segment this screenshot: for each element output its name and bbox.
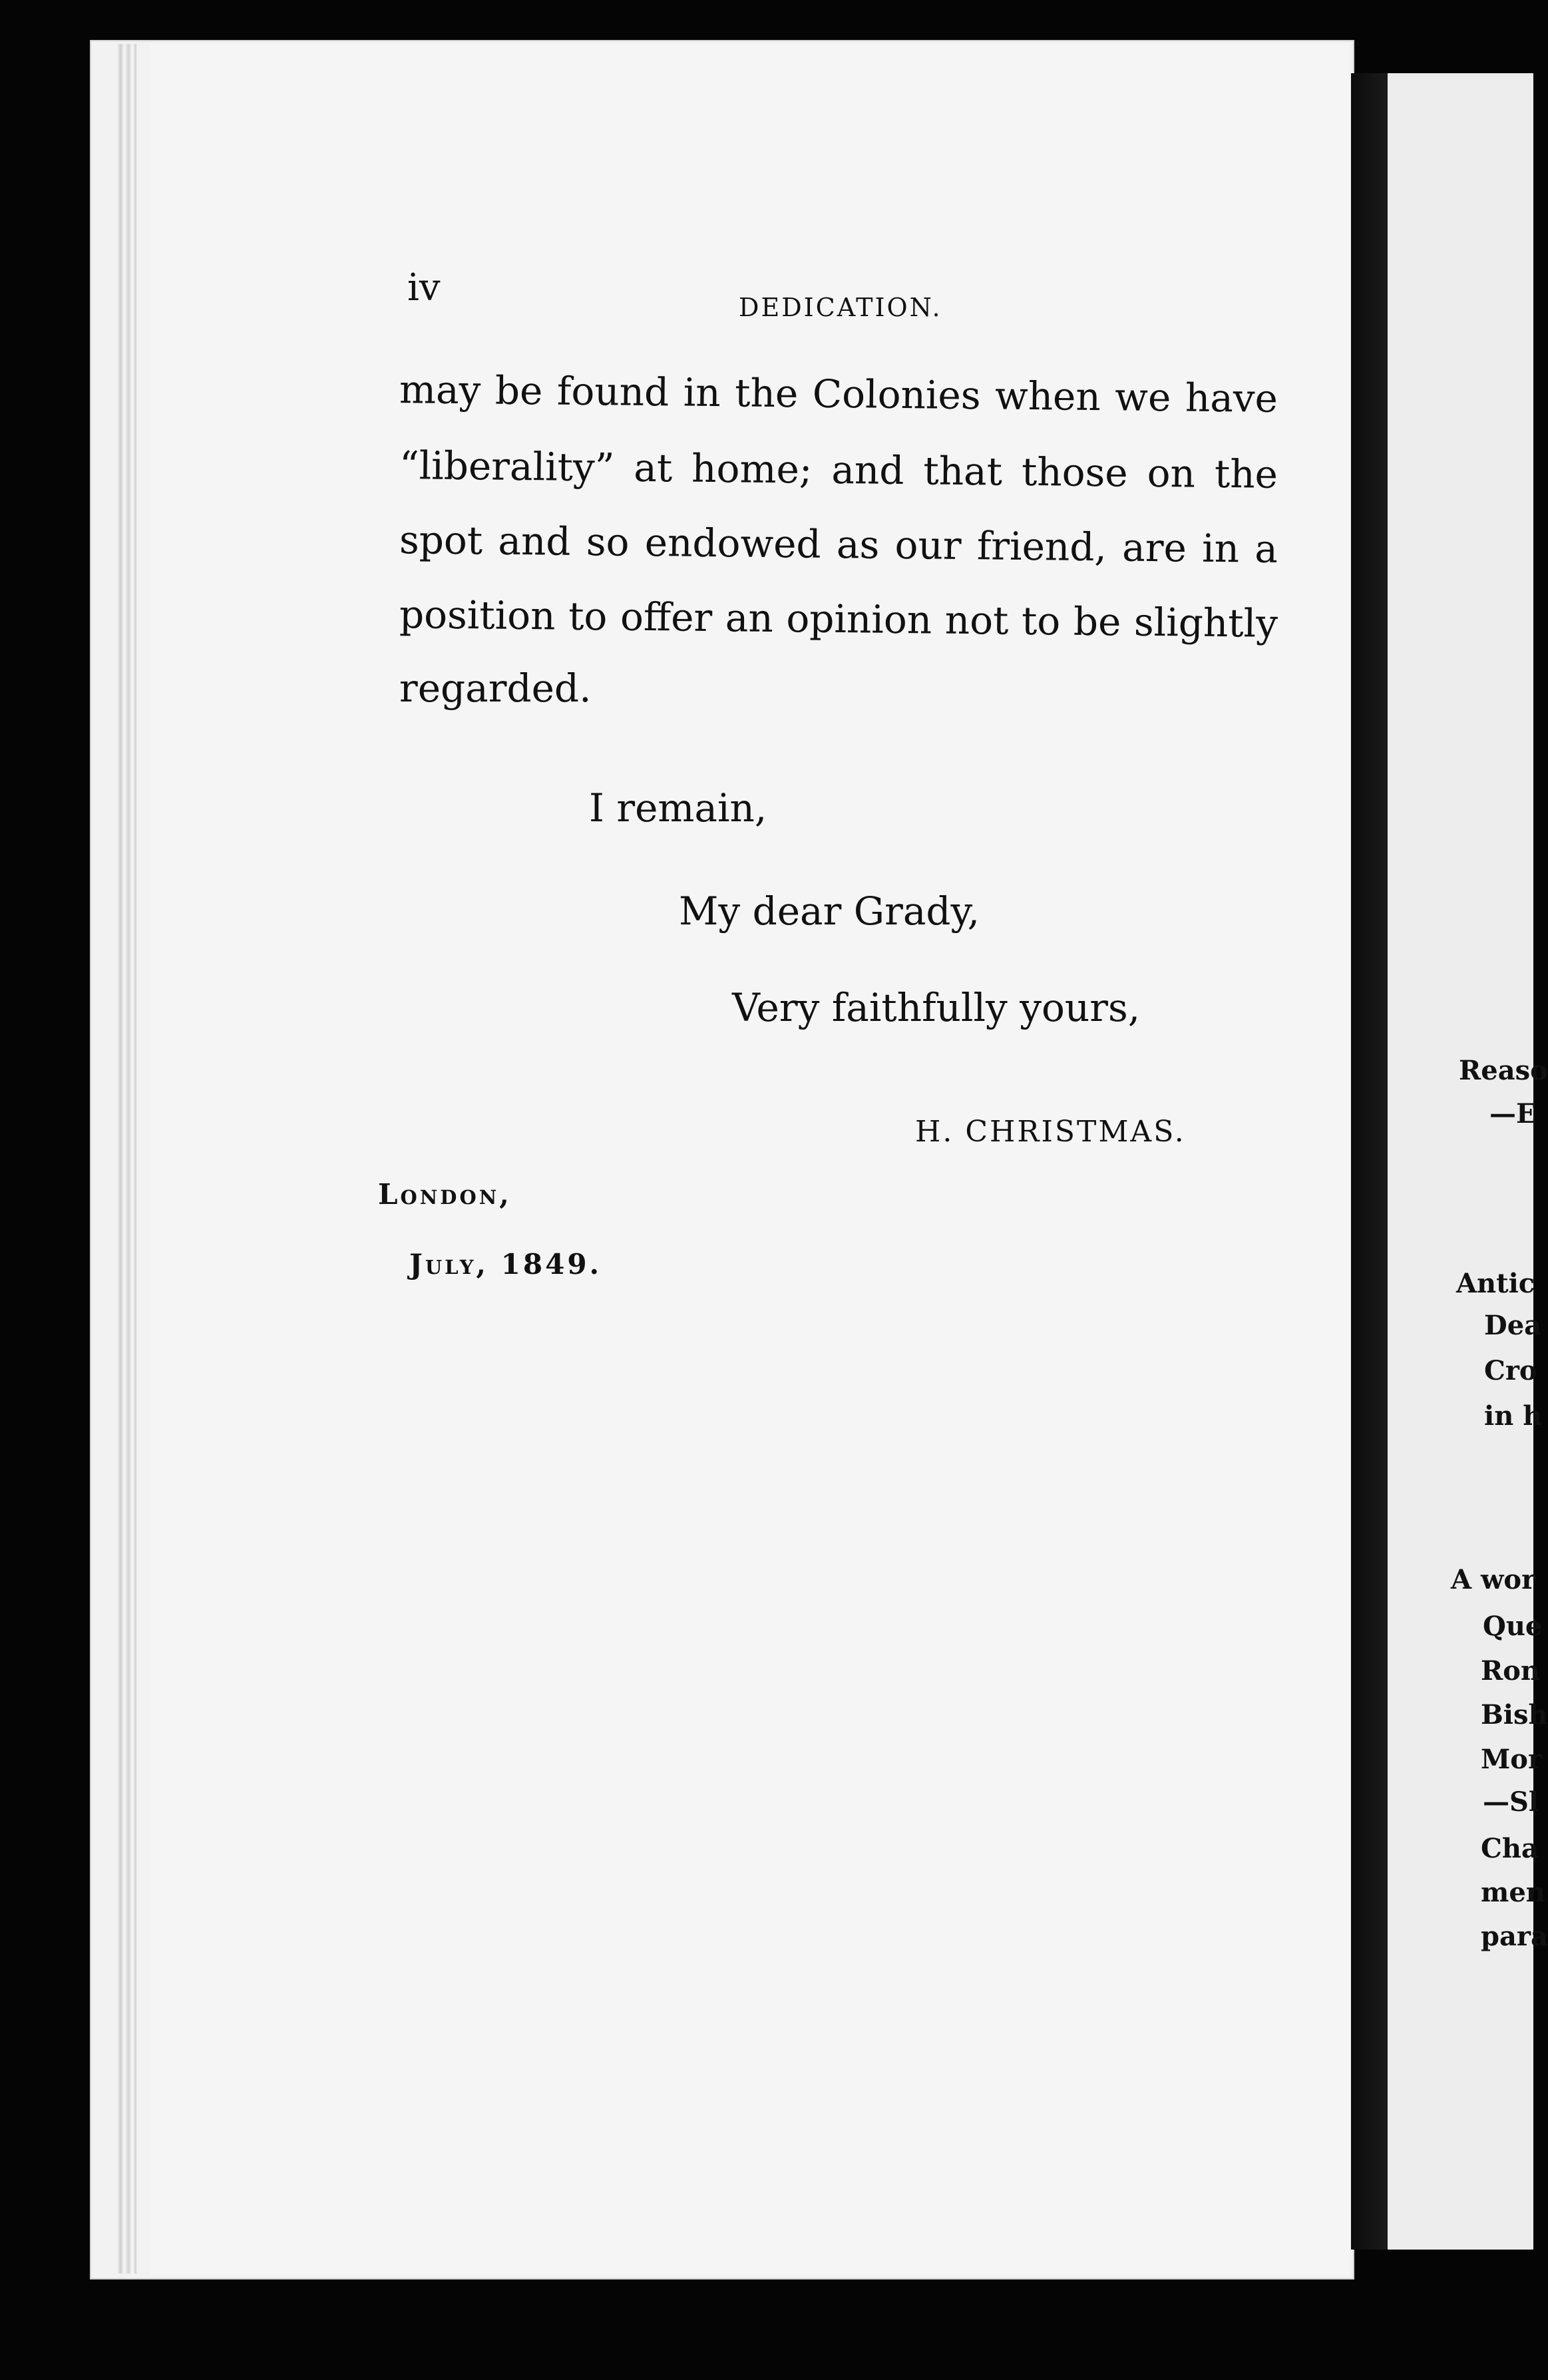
adjacent-fragment: —Sl (1483, 1786, 1539, 1818)
signature: H. CHRISTMAS. (915, 1115, 1186, 1149)
body-line: “liberality” at home; and that those on the (399, 443, 1278, 497)
adjacent-fragment: Antic (1456, 1268, 1535, 1299)
adjacent-fragment: para (1481, 1921, 1548, 1952)
body-line: may be found in the Colonies when we have (399, 367, 1278, 421)
adjacent-fragment: Mor (1481, 1744, 1543, 1775)
gutter-shadow (1351, 73, 1390, 2250)
closing-valediction: Very faithfully yours, (732, 985, 1141, 1030)
closing-salutation: My dear Grady, (679, 889, 980, 934)
adjacent-fragment: Cro (1484, 1355, 1537, 1386)
dateline-date: July, 1849. (409, 1248, 602, 1281)
adjacent-fragment: —E (1489, 1098, 1537, 1129)
dateline-place: London, (378, 1178, 512, 1211)
body-line-last: regarded. (399, 666, 592, 711)
adjacent-fragment: Ron (1481, 1655, 1541, 1686)
adjacent-fragment: Bish (1481, 1699, 1548, 1730)
closing-remain: I remain, (589, 785, 767, 831)
adjacent-fragment: men (1481, 1877, 1545, 1908)
running-title: DEDICATION. (739, 293, 942, 322)
adjacent-fragment: Cha (1481, 1833, 1539, 1864)
page-edge-strips (116, 44, 136, 2274)
body-line: position to offer an opinion not to be slightly (399, 592, 1278, 646)
adjacent-fragment: Reaso (1459, 1055, 1548, 1086)
body-line: spot and so endowed as our friend, are in a (399, 517, 1278, 572)
adjacent-fragment: A wor (1451, 1564, 1536, 1595)
page-number: iv (407, 266, 441, 309)
adjacent-fragment: in h (1484, 1400, 1543, 1432)
adjacent-fragment: Que (1483, 1611, 1543, 1642)
adjacent-fragment: Dea (1484, 1310, 1542, 1341)
